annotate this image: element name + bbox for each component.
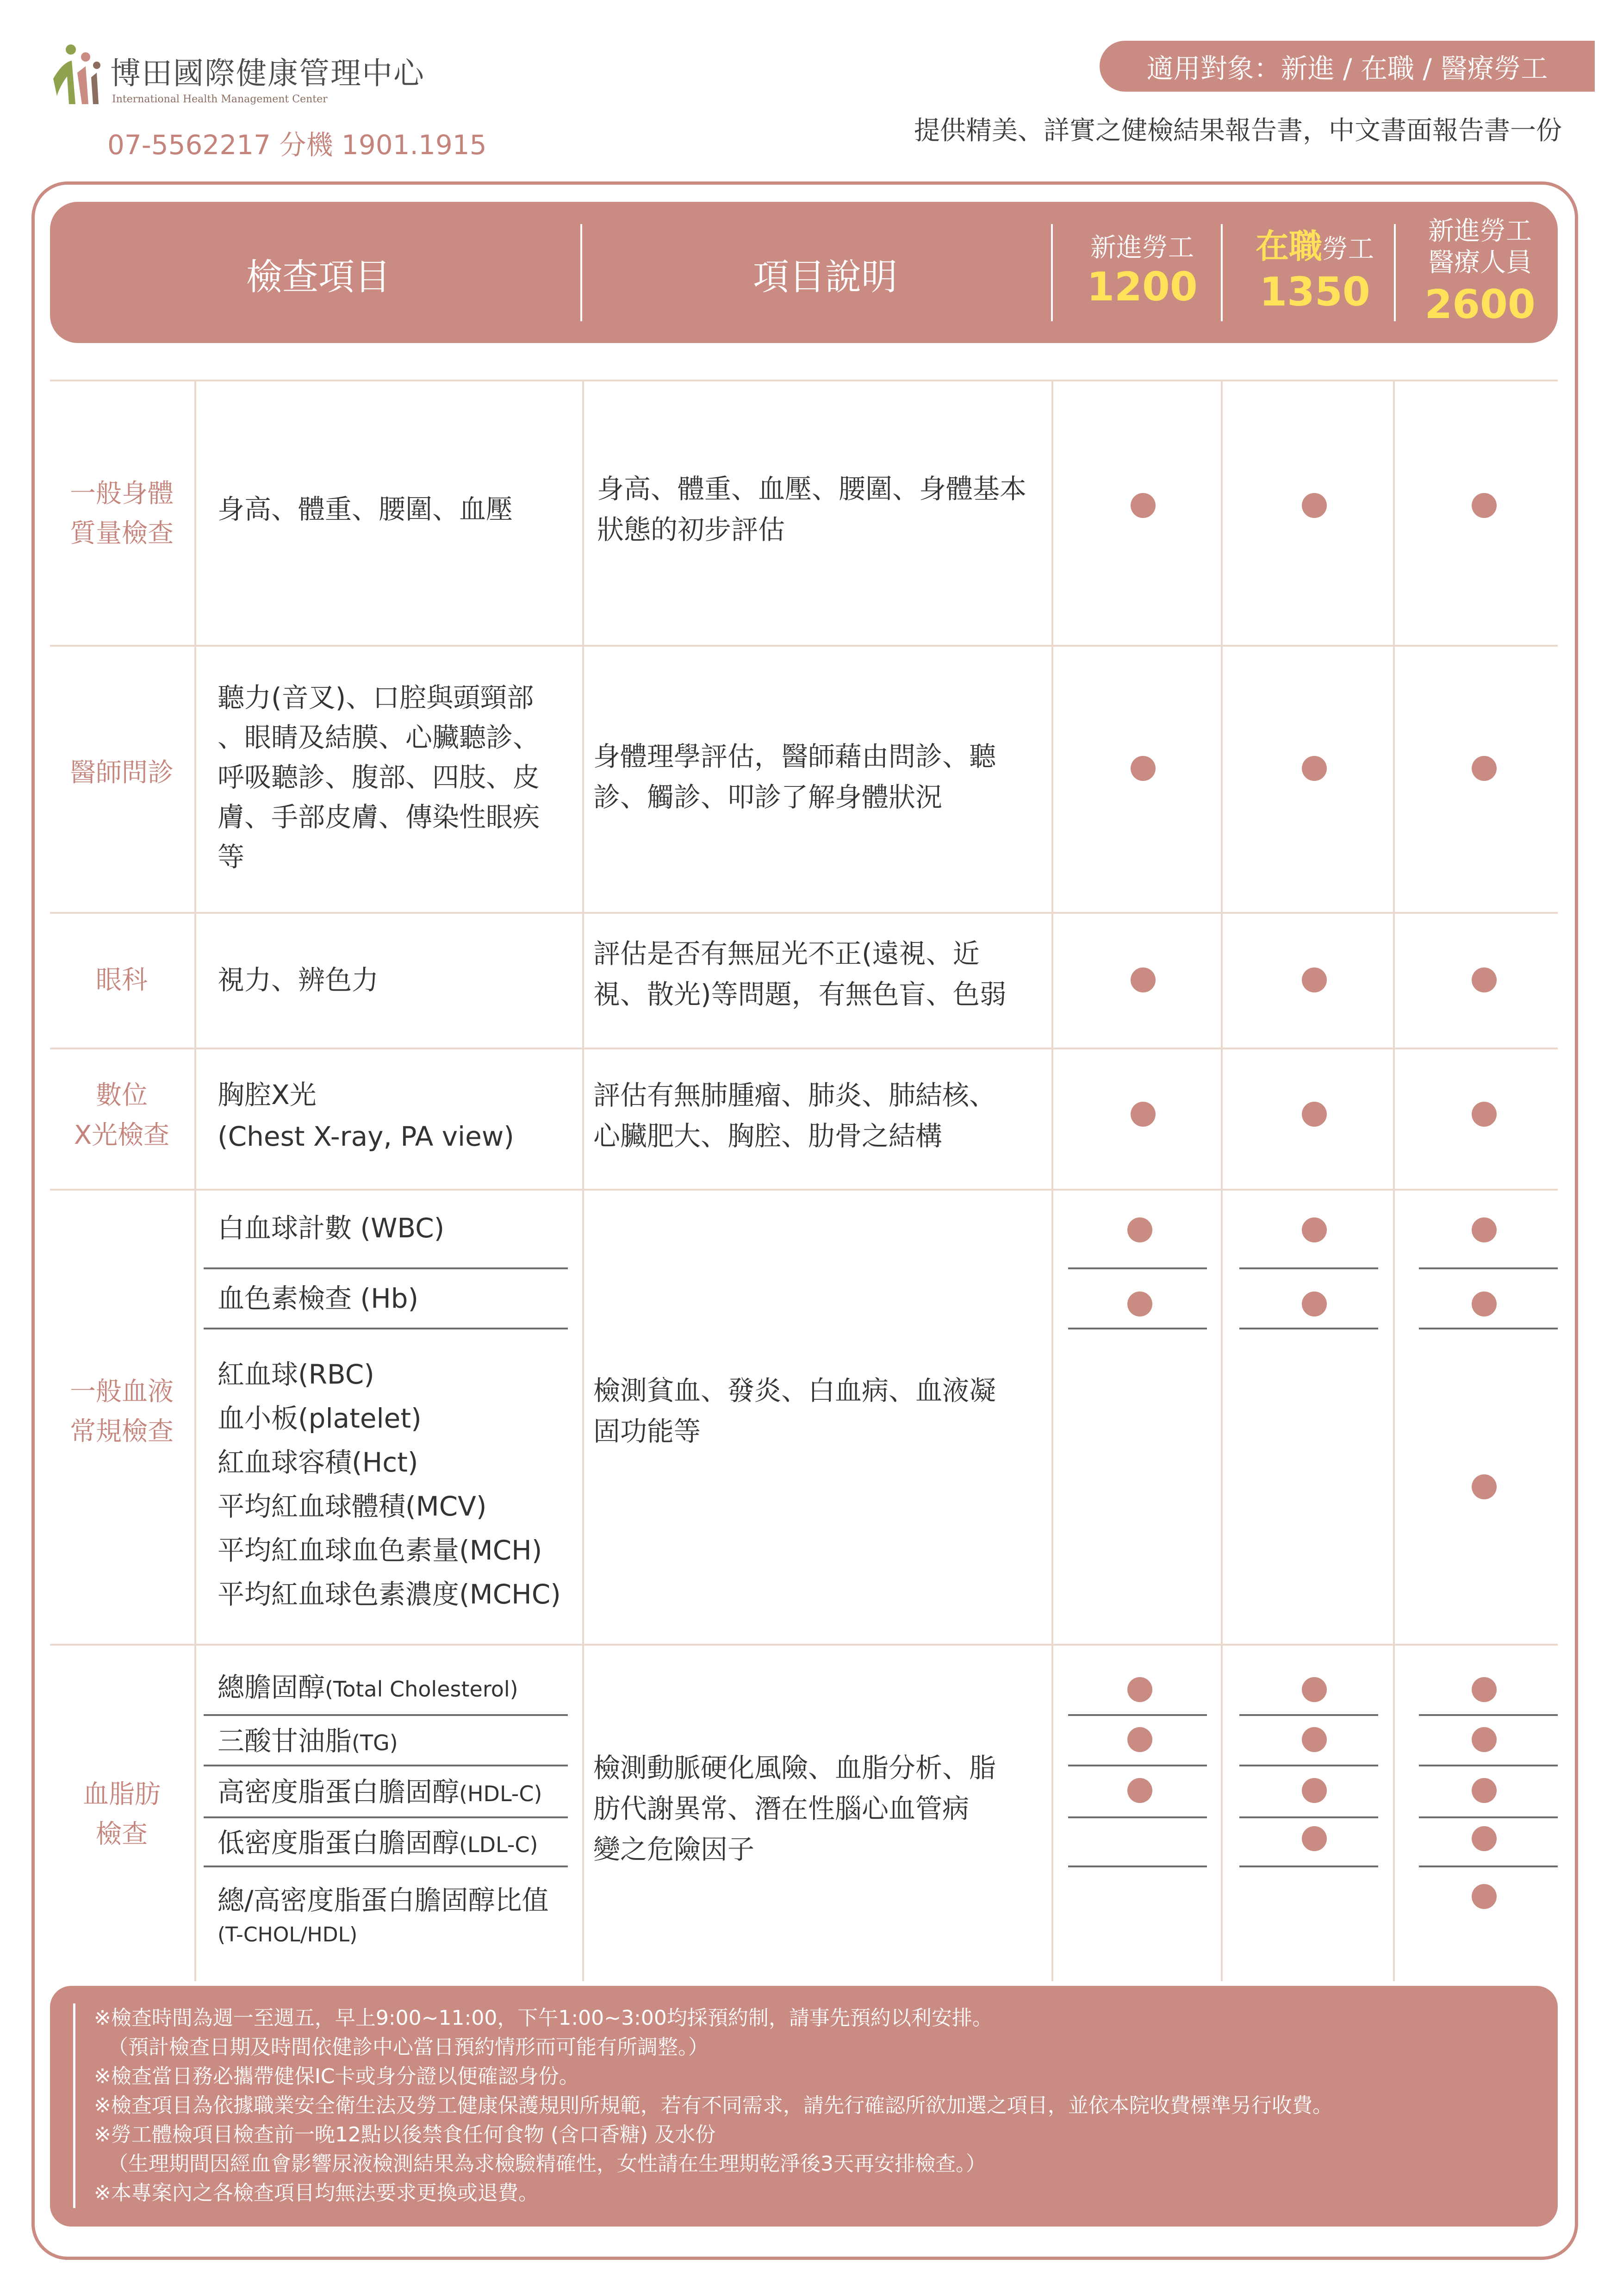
category-line: 一般身體 <box>70 479 174 509</box>
included-dot-icon <box>1472 1677 1497 1702</box>
column-divider <box>194 380 196 1981</box>
brand-phone: 07-5562217 分機 1901.1915 <box>107 129 487 161</box>
item-text <box>218 678 540 877</box>
category-label <box>50 1370 193 1454</box>
item-line: 胸腔X光 <box>218 1079 317 1111</box>
sub-item-divider <box>1419 1765 1558 1766</box>
column-label: 新進勞工 <box>1090 233 1194 263</box>
included-dot-icon <box>1302 1826 1327 1851</box>
item-description <box>597 468 1051 550</box>
header-divider <box>1051 224 1053 321</box>
included-dot-icon <box>1472 1727 1497 1752</box>
column-price: 1200 <box>1087 264 1198 310</box>
description-line: 肪代謝異常、潛在性腦心血管病 <box>593 1793 970 1824</box>
row-divider <box>50 1644 1558 1646</box>
included-dot-icon <box>1302 1102 1327 1127</box>
header-column-medical-staff <box>1401 216 1559 328</box>
subtitle: 提供精美、詳實之健檢結果報告書，中文書面報告書一份 <box>914 116 1562 146</box>
column-divider <box>1393 380 1395 1981</box>
included-dot-icon <box>1302 1778 1327 1803</box>
sub-item-tg <box>218 1720 398 1764</box>
sub-item-divider <box>204 1267 568 1269</box>
column-label-line2: 醫療人員 <box>1428 248 1532 278</box>
item-line: 膚、手部皮膚、傳染性眼疾 <box>218 801 540 833</box>
header-column-current-worker <box>1229 227 1400 315</box>
included-dot-icon <box>1472 1826 1497 1851</box>
sub-item-divider <box>1239 1714 1378 1716</box>
sub-item-divider <box>1419 1866 1558 1867</box>
included-dot-icon <box>1131 1102 1156 1127</box>
item-description <box>593 933 1047 1015</box>
sub-item-cbc-indices <box>218 1353 561 1616</box>
sub-item-chol-hdl-ratio <box>218 1879 549 1949</box>
header-divider <box>1394 224 1396 321</box>
column-divider <box>1051 380 1053 1981</box>
category-line: 常規檢查 <box>70 1416 174 1447</box>
sub-item-divider <box>1068 1765 1207 1766</box>
included-dot-icon <box>1302 1677 1327 1702</box>
included-dot-icon <box>1127 1217 1152 1242</box>
included-dot-icon <box>1127 1292 1152 1316</box>
column-divider <box>1221 380 1223 1981</box>
sub-item-divider <box>204 1816 568 1818</box>
item-line: 平均紅血球色素濃度(MCHC) <box>218 1578 561 1610</box>
sub-item-divider <box>1419 1816 1558 1818</box>
category-label <box>50 472 193 555</box>
sub-item-wbc: 白血球計數 (WBC) <box>218 1212 445 1244</box>
description-line: 身高、體重、血壓、腰圍、身體基本 <box>597 473 1027 505</box>
included-dot-icon <box>1472 1884 1497 1909</box>
category-label <box>50 957 193 1004</box>
sub-item-divider <box>1239 1328 1378 1329</box>
item-label-abbrev: (T-CHOL/HDL) <box>218 1923 358 1947</box>
included-dot-icon <box>1302 1217 1327 1242</box>
item-description <box>593 1747 1047 1870</box>
column-label-highlight: 在職 <box>1255 227 1322 266</box>
sub-item-divider <box>1419 1714 1558 1716</box>
column-divider <box>582 380 584 1981</box>
item-line: 呼吸聽診、腹部、四肢、皮 <box>218 761 540 793</box>
included-dot-icon <box>1127 1778 1152 1803</box>
column-price: 1350 <box>1259 269 1370 315</box>
sub-item-divider <box>1068 1328 1207 1329</box>
column-price: 2600 <box>1424 281 1536 328</box>
sub-item-hdl <box>218 1771 542 1815</box>
row-divider <box>50 1189 1558 1191</box>
header-column-new-worker <box>1059 232 1225 310</box>
included-dot-icon <box>1472 1292 1497 1316</box>
sub-item-divider <box>204 1328 568 1329</box>
column-label-line1: 新進勞工 <box>1428 216 1532 246</box>
sub-item-divider <box>204 1866 568 1867</box>
category-line: 數位 <box>96 1080 148 1111</box>
description-line: 心臟肥大、胸腔、肋骨之結構 <box>593 1120 943 1152</box>
description-line: 視、散光)等問題，有無色盲、色弱 <box>593 979 1007 1010</box>
item-label: 總/高密度脂蛋白膽固醇比值 <box>218 1884 549 1916</box>
sub-item-divider <box>1419 1328 1558 1329</box>
included-dot-icon <box>1302 1292 1327 1316</box>
included-dot-icon <box>1302 756 1327 781</box>
included-dot-icon <box>1131 967 1156 992</box>
item-label: 高密度脂蛋白膽固醇 <box>218 1776 460 1808</box>
included-dot-icon <box>1472 1217 1497 1242</box>
sub-item-divider <box>204 1714 568 1716</box>
sub-item-divider <box>1068 1866 1207 1867</box>
note-item: （生理期間因經血會影響尿液檢測結果為求檢驗精確性，女性請在生理期乾淨後3天再安排檢查。） <box>108 2152 986 2176</box>
category-line: 醫師問診 <box>70 758 174 788</box>
description-line: 評估有無肺腫瘤、肺炎、肺結核、 <box>593 1079 996 1111</box>
description-line: 變之危險因子 <box>593 1834 755 1865</box>
sub-item-ldl <box>218 1822 538 1866</box>
sub-item-hb: 血色素檢查 (Hb) <box>218 1283 419 1314</box>
sub-item-divider <box>1239 1866 1378 1867</box>
category-line: 一般血液 <box>70 1377 174 1407</box>
description-line: 評估是否有無屈光不正(遠視、近 <box>593 938 980 969</box>
note-item: ※檢查當日務必攜帶健保IC卡或身分證以便確認身份。 <box>94 2065 579 2088</box>
category-line: 眼科 <box>96 965 148 995</box>
brand-english-name: International Health Management Center <box>112 94 328 105</box>
notes-box <box>50 1986 1558 2227</box>
included-dot-icon <box>1127 1677 1152 1702</box>
header-divider <box>1221 224 1223 321</box>
included-dot-icon <box>1302 967 1327 992</box>
included-dot-icon <box>1302 1727 1327 1752</box>
included-dot-icon <box>1472 1474 1497 1499</box>
item-label-abbrev: (LDL-C) <box>459 1832 538 1857</box>
item-label: 三酸甘油脂 <box>218 1725 352 1757</box>
note-item: ※勞工體檢項目檢查前一晚12點以後禁食任何食物 (含口香糖) 及水份 <box>94 2123 716 2146</box>
item-description <box>593 736 1047 817</box>
sub-item-divider <box>1239 1816 1378 1818</box>
item-label: 低密度脂蛋白膽固醇 <box>218 1827 460 1859</box>
included-dot-icon <box>1472 967 1497 992</box>
category-label <box>50 1773 193 1856</box>
row-divider <box>50 1048 1558 1049</box>
category-line: 檢查 <box>96 1819 148 1849</box>
item-label-abbrev: (TG) <box>352 1730 398 1755</box>
sub-item-divider <box>1239 1267 1378 1269</box>
category-label <box>50 1074 193 1157</box>
item-label-abbrev: (Total Cholesterol) <box>325 1677 518 1702</box>
description-line: 固功能等 <box>593 1416 701 1447</box>
category-line: 血脂肪 <box>83 1779 161 1809</box>
item-line: 平均紅血球血色素量(MCH) <box>218 1535 542 1566</box>
row-divider <box>50 645 1558 647</box>
item-text <box>218 1074 514 1157</box>
audience-badge: 適用對象：新進 / 在職 / 醫療勞工 <box>1100 41 1595 92</box>
sub-item-divider <box>1068 1267 1207 1269</box>
description-line: 身體理學評估，醫師藉由問診、聽 <box>593 741 996 772</box>
header-item-label: 檢查項目 <box>246 256 391 298</box>
brand-name: 博田國際健康管理中心 <box>110 56 425 91</box>
sub-item-divider <box>1068 1816 1207 1818</box>
table-header <box>50 202 1558 343</box>
category-label <box>50 750 193 796</box>
logo-icon <box>49 44 102 109</box>
item-label: 總膽固醇 <box>218 1672 325 1703</box>
included-dot-icon <box>1131 493 1156 518</box>
category-line: 質量檢查 <box>70 518 174 549</box>
note-item: ※檢查時間為週一至週五，早上9:00~11:00，下午1:00~3:00均採預約制，請事先預約以利安排。 <box>94 2006 993 2030</box>
header-description-label: 項目說明 <box>752 256 897 298</box>
item-description <box>593 1075 1047 1156</box>
note-item: ※本專案內之各檢查項目均無法要求更換或退費。 <box>94 2181 539 2205</box>
item-text: 身高、體重、腰圍、血壓 <box>218 493 513 525</box>
description-line: 診、觸診、叩診了解身體狀況 <box>593 781 943 813</box>
description-line: 檢測動脈硬化風險、血脂分析、脂 <box>593 1752 996 1784</box>
item-line: (Chest X-ray, PA view) <box>218 1121 514 1152</box>
description-line: 狀態的初步評估 <box>597 514 785 545</box>
row-divider <box>50 380 1558 381</box>
sub-item-total-cholesterol <box>218 1666 518 1710</box>
column-label: 勞工 <box>1322 234 1374 264</box>
notes-list <box>94 2003 1539 2208</box>
item-line: 、眼睛及結膜、心臟聽診、 <box>218 722 540 753</box>
note-item: ※檢查項目為依據職業安全衛生法及勞工健康保護規則所規範，若有不同需求，請先行確認所欲加選之項目，並依本院收費標準另行收費。 <box>94 2094 1333 2117</box>
included-dot-icon <box>1302 493 1327 518</box>
item-line: 平均紅血球體積(MCV) <box>218 1491 487 1522</box>
description-line: 檢測貧血、發炎、白血病、血液凝 <box>593 1375 996 1406</box>
included-dot-icon <box>1127 1727 1152 1752</box>
item-description <box>593 1370 1047 1452</box>
category-line: X光檢查 <box>74 1120 170 1150</box>
item-label-abbrev: (HDL-C) <box>459 1781 542 1806</box>
item-text: 視力、辨色力 <box>218 964 379 996</box>
item-line: 聽力(音叉)、口腔與頭頸部 <box>218 682 534 713</box>
sub-item-divider <box>1419 1267 1558 1269</box>
notes-accent-bar <box>73 2003 75 2208</box>
row-divider <box>50 912 1558 914</box>
sub-item-divider <box>1068 1714 1207 1716</box>
item-line: 紅血球容積(Hct) <box>218 1447 418 1478</box>
item-line: 血小板(platelet) <box>218 1403 422 1434</box>
included-dot-icon <box>1131 756 1156 781</box>
included-dot-icon <box>1472 1102 1497 1127</box>
item-line: 等 <box>218 841 245 873</box>
sub-item-divider <box>1239 1765 1378 1766</box>
sub-item-divider <box>204 1765 568 1766</box>
included-dot-icon <box>1472 493 1497 518</box>
included-dot-icon <box>1472 1778 1497 1803</box>
note-item: （預計檢查日期及時間依健診中心當日預約情形而可能有所調整。） <box>108 2035 709 2059</box>
item-line: 紅血球(RBC) <box>218 1359 374 1390</box>
included-dot-icon <box>1472 756 1497 781</box>
